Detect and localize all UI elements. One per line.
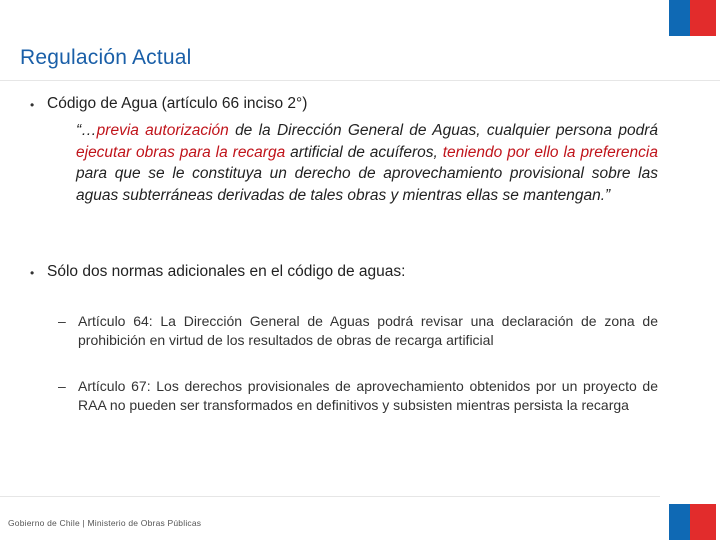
sub-item-article-67	[58, 377, 658, 415]
quote-text: artificial de acuíferos,	[285, 143, 443, 161]
article-67-text: Artículo 67: Los derechos provisionales de aprovechamiento obtenidos por un proyecto de RAA no pueden ser transformados en definitivos y subsisten mientras persista la recarga	[78, 378, 658, 413]
quote-text: para que se le constituya un derecho de aprovechamiento provisional sobre las aguas subterráneas derivadas de tales obras y mientras ellas se mantengan.”	[76, 165, 658, 204]
dash-marker: –	[58, 313, 66, 329]
quote-highlight: previa autorización	[96, 122, 229, 139]
bullet-1-marker: •	[30, 98, 35, 112]
flag-red-block	[690, 504, 716, 540]
sub-item-article-64	[58, 312, 658, 350]
water-code-quote	[76, 120, 658, 206]
bullet-1-heading: Código de Agua (artículo 66 inciso 2°)	[47, 95, 308, 112]
flag-blue-block	[669, 504, 690, 540]
bullet-2-marker: •	[30, 266, 35, 280]
bullet-2-heading: Sólo dos normas adicionales en el código de aguas:	[47, 263, 406, 280]
quote-text: de la Dirección General de Aguas, cualquier persona podrá	[228, 122, 658, 139]
footer-text: Gobierno de Chile | Ministerio de Obras Públicas	[8, 518, 202, 528]
article-64-text: Artículo 64: La Dirección General de Aguas podrá revisar una declaración de zona de prohibición en virtud de los resultados de obras de recarga artificial	[78, 313, 658, 348]
flag-stripe-bottom	[669, 504, 716, 540]
quote-highlight: ejecutar obras para la recarga	[76, 143, 286, 161]
flag-stripe-top	[669, 0, 716, 36]
quote-highlight: teniendo por ello la preferencia	[442, 143, 658, 161]
flag-red-block	[690, 0, 716, 36]
slide-title: Regulación Actual	[20, 46, 192, 69]
title-divider	[0, 80, 720, 81]
footer-divider	[0, 496, 660, 497]
flag-blue-block	[669, 0, 690, 36]
quote-text: “…	[76, 122, 97, 139]
dash-marker: –	[58, 378, 66, 394]
